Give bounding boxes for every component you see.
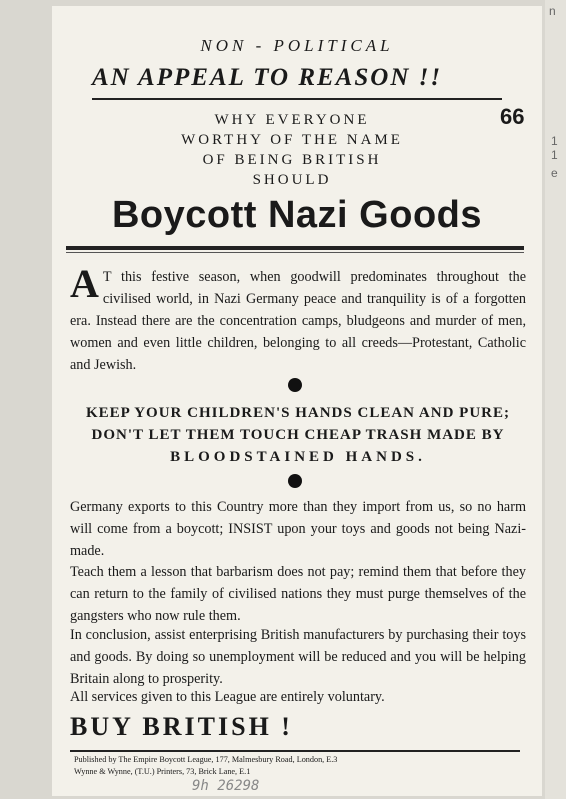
slogan-line: DON'T LET THEM TOUCH CHEAP TRASH MADE BY	[91, 427, 505, 443]
buy-british-slogan: BUY BRITISH !	[70, 712, 293, 741]
intro-paragraph	[70, 261, 526, 376]
appeal-heading: AN APPEAL TO REASON !!	[92, 64, 443, 91]
appeal-underline	[92, 98, 502, 100]
slogan-block	[70, 402, 526, 468]
body-paragraph: Teach them a lesson that barbarism does not pay; remind them that before they can return to the family of civilised nations they must purge themselves of the gangsters who now rule them.	[70, 564, 526, 624]
edge-mark: e	[551, 166, 558, 180]
shelfmark-stamp: 9h 26298	[192, 778, 260, 794]
headline-rule	[66, 246, 524, 250]
body-paragraph: Germany exports to this Country more than they import from us, so no harm will come from a boycott; INSIST upon your toys and goods not being Nazi-made.	[70, 499, 526, 559]
drop-cap: A	[70, 261, 99, 306]
slogan-line: KEEP YOUR CHILDREN'S HANDS CLEAN AND PURE;	[86, 405, 510, 421]
voluntary-note: All services given to this League are entirely voluntary.	[70, 689, 385, 705]
why-line: OF BEING BRITISH	[202, 152, 382, 168]
footer-rule	[70, 750, 520, 752]
why-line: WHY EVERYONE	[214, 112, 370, 128]
edge-mark: 1	[551, 134, 558, 148]
leaflet-page	[52, 6, 542, 796]
body-paragraph: In conclusion, assist enterprising British manufacturers by purchasing their toys and goods. By doing so unemployment will be reduced and you will be helping Britain along to prosperity.	[70, 627, 526, 687]
adjacent-page-edge	[545, 0, 566, 799]
why-line: WORTHY OF THE NAME	[181, 132, 403, 148]
imprint	[74, 754, 337, 778]
why-line: SHOULD	[252, 172, 332, 188]
bullet-dot	[288, 474, 302, 488]
imprint-line: Wynne & Wynne, (T.U.) Printers, 73, Brick Lane, E.1	[74, 767, 251, 776]
why-block	[152, 110, 432, 190]
stamp-number: 66	[500, 104, 525, 129]
edge-mark: 1	[551, 148, 558, 162]
headline-rule-thin	[66, 252, 524, 253]
intro-text: T this festive season, when goodwill predominates throughout the civilised world, in Nazi Germany peace and tranquility is of a forgotten era. Instead there are the concentration camps, bludgeons and murder of men, women and even little children, belonging to all creeds—Protestant, Catholic and Jewish.	[70, 269, 526, 373]
imprint-line: Published by The Empire Boycott League, 177, Malmesbury Road, London, E.3	[74, 755, 338, 764]
headline: Boycott Nazi Goods	[111, 194, 483, 236]
non-political-heading: NON - POLITICAL	[200, 36, 394, 55]
bullet-dot	[288, 378, 302, 392]
edge-mark: n	[549, 4, 556, 18]
slogan-line: BLOODSTAINED HANDS.	[170, 449, 426, 465]
